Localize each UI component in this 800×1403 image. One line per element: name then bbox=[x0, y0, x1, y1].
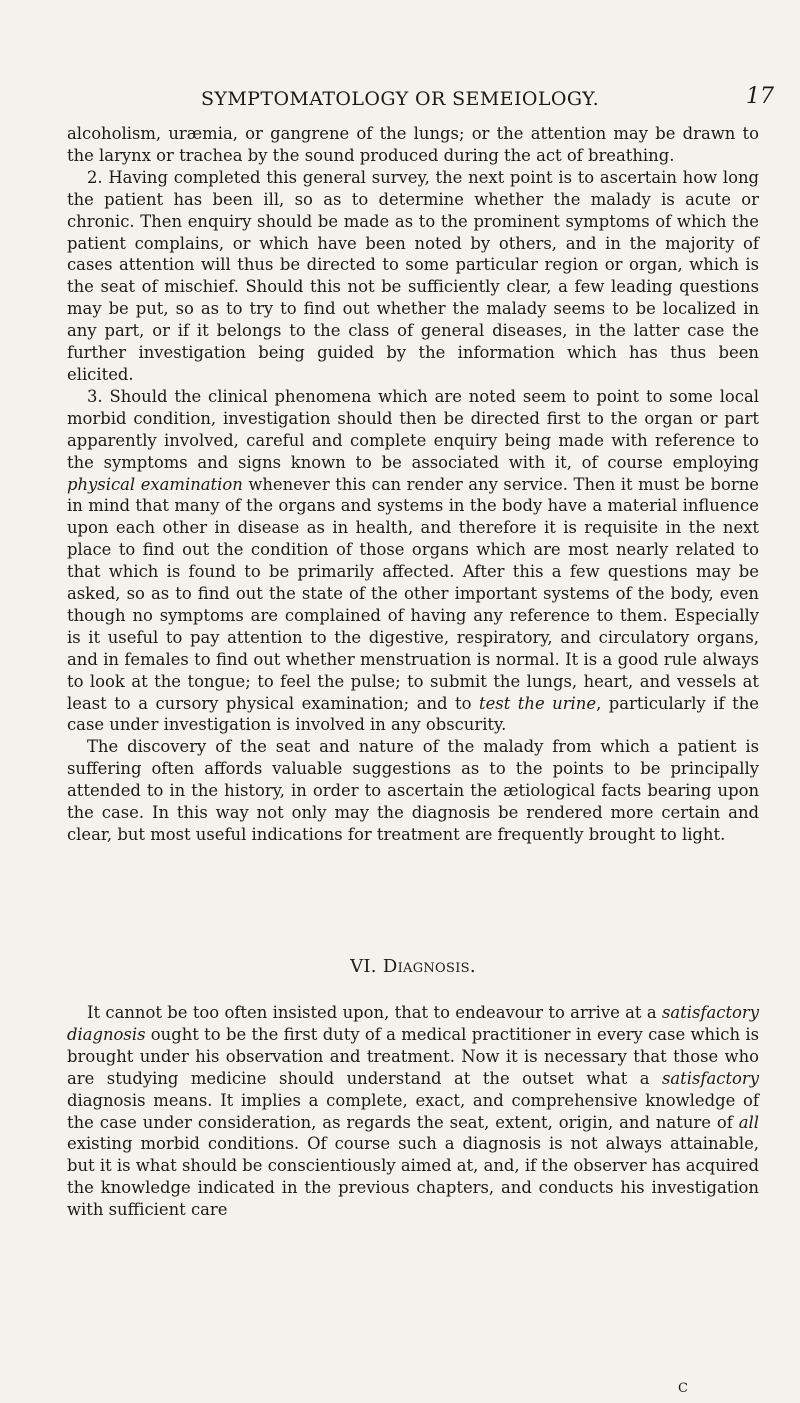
emphasis-satisfactory-diagnosis: satisfactory diagnosis bbox=[67, 1003, 759, 1044]
paragraph-3-text-1: 3. Should the clinical phenomena which are noted seem to point to some local morbid condition, investigation should then be directed first to the organ or part apparently involved, careful and complete enquiry being made with reference to the symptoms and signs known to be associated with it, of course employing bbox=[67, 386, 759, 472]
emphasis-test-the-urine: test the urine bbox=[479, 693, 597, 713]
section-body-text bbox=[67, 1002, 759, 1221]
diagnosis-text-3: diagnosis means. It implies a complete, exact, and comprehensive knowledge of the case under consideration, as regards the seat, extent, origin, and nature of bbox=[67, 1090, 759, 1132]
body-text bbox=[67, 123, 759, 846]
running-head: SYMPTOMATOLOGY OR SEMEIOLOGY. bbox=[200, 88, 600, 110]
emphasis-satisfactory: satisfactory bbox=[662, 1068, 759, 1088]
diagnosis-text-1: It cannot be too often insisted upon, that to endeavour to arrive at a bbox=[87, 1003, 662, 1022]
paragraph-3-text-3: , particularly if the case under investigation is involved in any obscurity. bbox=[67, 693, 759, 735]
paragraph-3-text-2: whenever this can render any service. Then it must be borne in mind that many of the organs and systems in the body have a material influence upon each other in disease as in health, and therefore it is requisite in the next place to find out the condition of those organs which are most nearly related to that which is found to be primarily affected. After this a few questions may be asked, so as to find out the state of the other important systems of the body, even though no symptoms are complained of having any reference to them. Especially is it useful to pay attention to the digestive, respiratory, and circulatory organs, and in females to find out whether menstruation is normal. It is a good rule always to look at the tongue; to feel the pulse; to submit the lungs, heart, and vessels at least to a cursory physical examination; and to bbox=[67, 474, 760, 713]
paragraph-4-text: The discovery of the seat and nature of the malady from which a patient is suffering often affords valuable suggestions as to the points to be principally attended to in the history, in order to ascertain the ætiological facts bearing upon the case. In this way not only may the diagnosis be rendered more certain and clear, but most useful indications for treatment are frequently brought to light. bbox=[67, 737, 759, 844]
diagnosis-paragraph bbox=[67, 1002, 759, 1221]
signature-mark: C bbox=[678, 1381, 689, 1396]
paragraph-2 bbox=[67, 167, 759, 386]
paragraph-2-text: 2. Having completed this general survey, the next point is to ascertain how long the patient has been ill, so as to determine whether the malady is acute or chronic. Then enquiry should be made as to the prominent symptoms of which the patient complains, or which have been noted by others, and in the majority of cases attention will thus be directed to some particular region or organ, which is the seat of mischief. Should this not be sufficiently clear, a few leading questions may be put, so as to try to find out whether the malady seems to be localized in any part, or if it belongs to the class of general diseases, in the latter case the further investigation being guided by the information which has thus been elicited. bbox=[67, 167, 759, 384]
paragraph-4 bbox=[67, 736, 759, 846]
emphasis-all: all bbox=[738, 1112, 759, 1132]
paragraph-3 bbox=[67, 386, 759, 737]
diagnosis-text-2: ought to be the first duty of a medical practitioner in every case which is brought under his observation and treatment. Now it is necessary that those who are studying medicine should understand at the outset what a bbox=[67, 1024, 759, 1088]
paragraph-continuation: alcoholism, uræmia, or gangrene of the lungs; or the attention may be drawn to the larynx or trachea by the sound produced during the act of breathing. bbox=[67, 124, 759, 165]
emphasis-physical-examination: physical examination bbox=[67, 474, 243, 494]
section-heading: VI. Diagnosis. bbox=[350, 956, 476, 977]
diagnosis-text-4: existing morbid conditions. Of course such a diagnosis is not always attainable, but it is what should be conscientiously aimed at, and, if the observer has acquired the knowledge indicated in the previous chapters, and conducts his investigation with sufficient care bbox=[67, 1134, 759, 1220]
page-number: 17 bbox=[746, 84, 774, 109]
